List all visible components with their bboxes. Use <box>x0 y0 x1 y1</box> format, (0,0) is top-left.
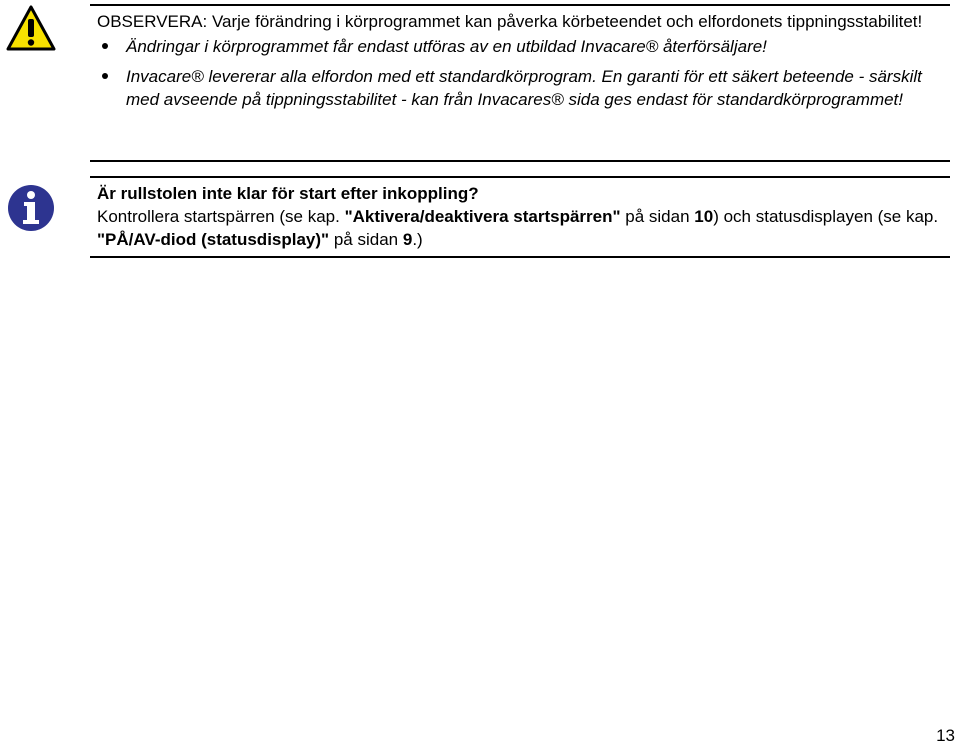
chapter-reference-link[interactable]: "Aktivera/deaktivera startspärren" <box>344 207 621 226</box>
list-item <box>97 65 947 111</box>
page-number: 13 <box>936 726 955 743</box>
info-question: Är rullstolen inte klar för start efter inkoppling? <box>97 184 479 203</box>
info-text <box>97 205 947 251</box>
bullet-icon <box>102 43 108 49</box>
info-text-prefix: Kontrollera startspärren (se kap. <box>97 207 345 226</box>
warning-list <box>97 35 947 111</box>
warning-bottom-rule <box>90 160 950 162</box>
warning-top-rule <box>90 4 950 6</box>
chapter-reference-link[interactable]: "PÅ/AV-diod (statusdisplay)" <box>97 230 330 249</box>
info-circle-icon <box>6 183 56 233</box>
warning-bullet-text: Ändringar i körprogrammet får endast utföras av en utbildad Invacare® återförsäljare! <box>126 37 767 56</box>
info-block <box>97 182 947 251</box>
info-text-connector: ) och statusdisplayen (se kap. <box>713 207 939 226</box>
list-item <box>97 35 947 58</box>
warning-block <box>97 10 947 118</box>
page-ref-text: på sidan <box>620 207 695 226</box>
page-reference-number[interactable]: 9 <box>402 230 413 249</box>
page-reference-number[interactable]: 10 <box>694 207 714 226</box>
warning-heading: OBSERVERA: Varje förändring i körprogrammet kan påverka körbeteendet och elfordonets tippningsstabilitet! <box>97 12 923 31</box>
warning-bullet-text: Invacare® levererar alla elfordon med ett standardkörprogram. En garanti för ett säkert beteende - särskilt med avseende på tippningsstabilitet - kan från Invacares® sida ges endast för standardkörprogrammet! <box>126 67 922 109</box>
page-ref-text: på sidan <box>329 230 403 249</box>
info-bottom-rule <box>90 256 950 258</box>
bullet-icon <box>102 73 108 79</box>
info-text-suffix: .) <box>412 230 423 249</box>
warning-triangle-icon <box>6 4 56 54</box>
info-top-rule <box>90 176 950 178</box>
